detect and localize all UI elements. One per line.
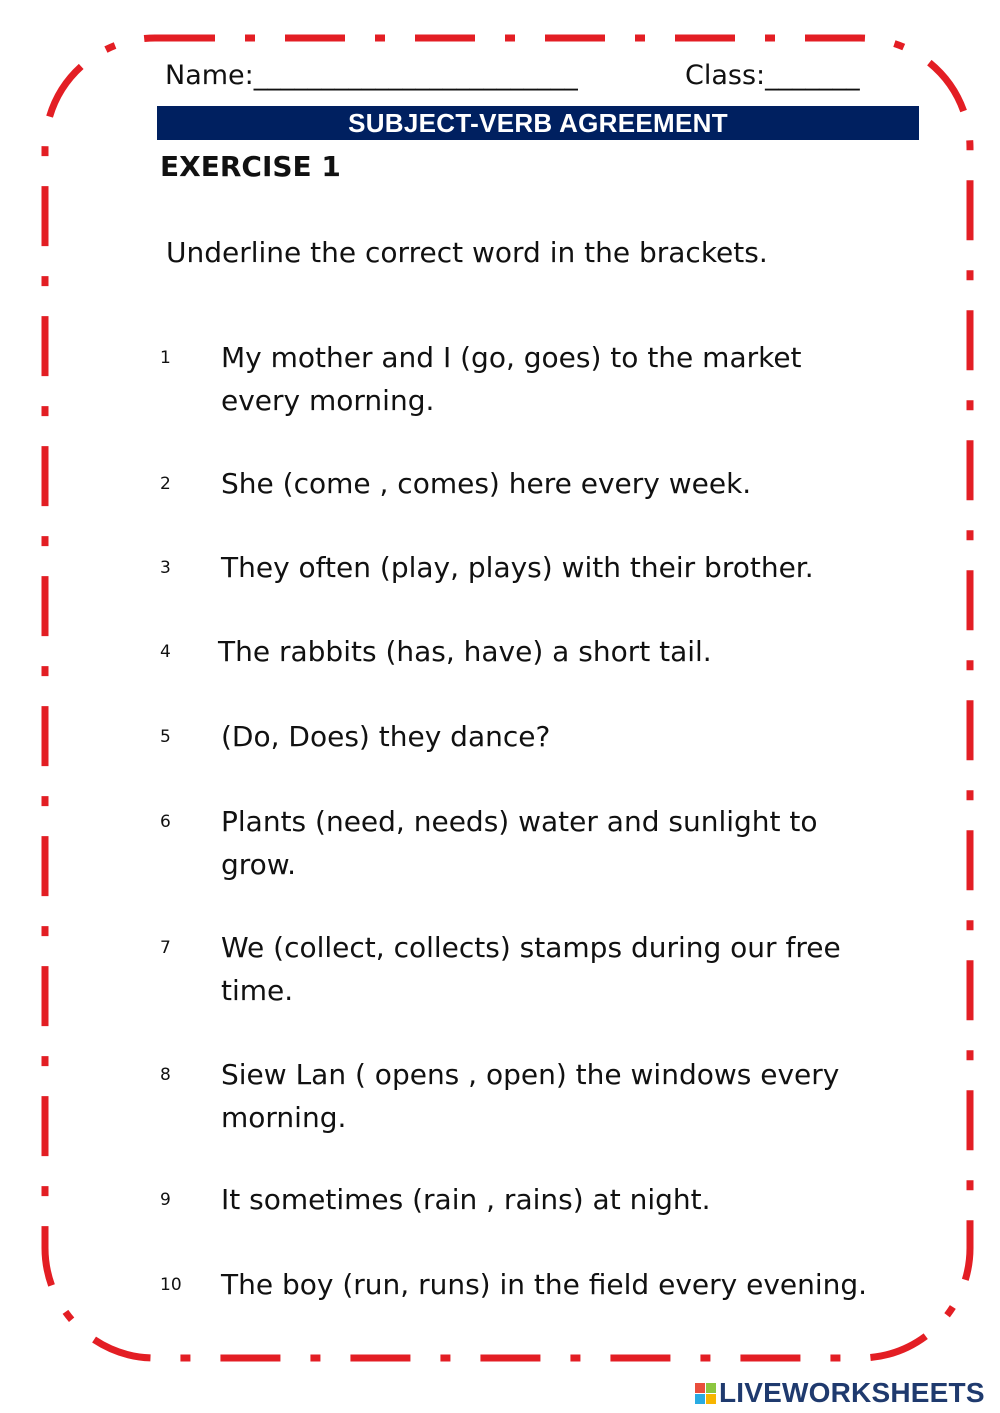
question-text[interactable]: My mother and I (go, goes) to the market every morning. (221, 341, 802, 417)
question-number: 3 (160, 558, 171, 578)
question-text[interactable]: She (come , comes) here every week. (221, 467, 752, 500)
question-number: 1 (160, 348, 171, 368)
question-text[interactable]: The rabbits (has, have) a short tail. (218, 635, 712, 668)
question-number: 8 (160, 1065, 171, 1085)
question-text[interactable]: Siew Lan ( opens , open) the windows every morning. (221, 1058, 840, 1134)
liveworksheets-logo-icon (695, 1383, 716, 1404)
question-number: 2 (160, 474, 171, 494)
logo-text: LIVEWORKSHEETS (719, 1377, 985, 1408)
question-number: 9 (160, 1190, 171, 1210)
question-number: 7 (160, 938, 171, 958)
instruction-text: Underline the correct word in the brackets. (166, 236, 768, 269)
question-number: 5 (160, 727, 171, 747)
exercise-heading: EXERCISE 1 (160, 150, 341, 183)
question-text[interactable]: It sometimes (rain , rains) at night. (221, 1183, 711, 1216)
question-number: 10 (160, 1275, 182, 1295)
question-text[interactable]: (Do, Does) they dance? (221, 720, 551, 753)
question-number: 4 (160, 642, 171, 662)
name-field[interactable]: Name:________________________ (165, 60, 578, 91)
page-title: SUBJECT-VERB AGREEMENT (157, 106, 919, 140)
question-text[interactable]: The boy (run, runs) in the field every evening. (221, 1268, 868, 1301)
class-field[interactable]: Class:_______ (685, 60, 860, 91)
question-text[interactable]: We (collect, collects) stamps during our free time. (221, 931, 841, 1007)
question-text[interactable]: They often (play, plays) with their brother. (221, 551, 814, 584)
question-number: 6 (160, 812, 171, 832)
liveworksheets-logo[interactable] (695, 1376, 985, 1410)
header-row (165, 60, 890, 100)
question-text[interactable]: Plants (need, needs) water and sunlight to grow. (221, 805, 818, 881)
